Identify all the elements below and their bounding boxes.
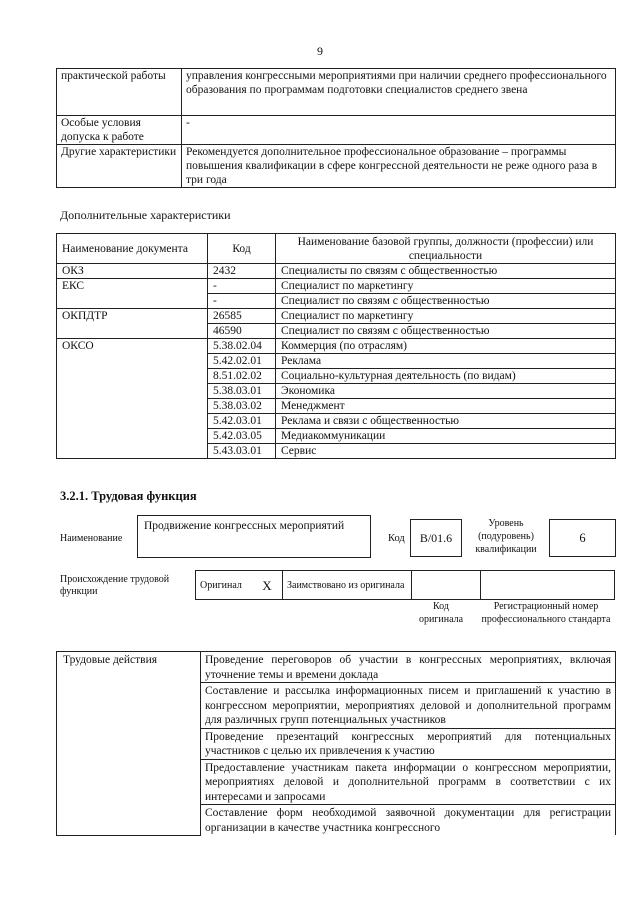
function-code-box: B/01.6 — [410, 519, 462, 557]
code-cell: 5.42.03.01 — [208, 414, 276, 429]
table-row — [57, 145, 616, 188]
name-cell: Специалист по связям с общественностью — [276, 294, 616, 309]
code-cell: 26585 — [208, 309, 276, 324]
page-number: 9 — [317, 44, 323, 58]
doc-cell: ОКСО — [57, 339, 208, 459]
table-row — [57, 652, 616, 683]
row-value: управления конгрессными мероприятиями при наличии среднего профессионального образования по программам подготовки специалистов среднего звена — [182, 69, 616, 116]
original-mark: X — [252, 571, 283, 600]
code-cell: 5.38.02.04 — [208, 339, 276, 354]
qualification-table — [56, 68, 616, 188]
borrowed-label: Заимствовано из оригинала — [283, 571, 412, 600]
name-cell: Социально-культурная деятельность (по видам) — [276, 369, 616, 384]
code-cell: - — [208, 294, 276, 309]
table-row — [57, 339, 616, 354]
doc-cell: ЕКС — [57, 279, 208, 309]
table-row — [57, 309, 616, 324]
additional-title: Дополнительные характеристики — [60, 208, 231, 222]
name-cell: Сервис — [276, 444, 616, 459]
code-cell: 5.43.03.01 — [208, 444, 276, 459]
code-cell: - — [208, 279, 276, 294]
header-name: Наименование базовой группы, должности (профессии) или специальности — [276, 234, 616, 264]
name-cell: Экономика — [276, 384, 616, 399]
code-original-cell — [412, 571, 481, 600]
header-code: Код — [208, 234, 276, 264]
table-row — [57, 69, 616, 116]
code-cell: 5.42.03.05 — [208, 429, 276, 444]
table-row — [196, 571, 615, 600]
name-cell: Специалист по связям с общественностью — [276, 324, 616, 339]
original-label: Оригинал — [196, 571, 253, 600]
row-value: - — [182, 116, 616, 145]
reg-number-label: Регистрационный номер профессионального стандарта — [481, 601, 611, 625]
name-cell: Менеджмент — [276, 399, 616, 414]
table-row — [57, 264, 616, 279]
origin-table — [195, 570, 615, 600]
labor-actions-table — [56, 651, 616, 836]
action-item: Предоставление участникам пакета информации о конгрессном мероприятии, мероприятиях деловой и дополнительной программ в соответствии с их интересами и запросами — [200, 759, 615, 805]
row-label: Другие характеристики — [57, 145, 182, 188]
name-cell: Медиакоммуникации — [276, 429, 616, 444]
table-row — [57, 116, 616, 145]
actions-label: Трудовые действия — [57, 652, 201, 836]
reg-number-cell — [481, 571, 615, 600]
level-label: Уровень (подуровень) квалификации — [475, 518, 537, 555]
action-item: Составление форм необходимой заявочной документации для регистрации организации в качестве участника конгрессного — [200, 805, 615, 836]
code-cell: 8.51.02.02 — [208, 369, 276, 384]
doc-cell: ОКПДТР — [57, 309, 208, 339]
code-label: Код — [388, 533, 405, 544]
name-cell: Коммерция (по отраслям) — [276, 339, 616, 354]
action-item: Составление и рассылка информационных писем и приглашений к участию в конгрессном мероприятии, мероприятиях деловой и дополнительной программ для различных групп потенциальных участников — [200, 683, 615, 729]
table-row — [57, 279, 616, 294]
code-cell: 46590 — [208, 324, 276, 339]
origin-label: Происхождение трудовой функции — [60, 574, 170, 597]
action-item: Проведение презентаций конгрессных мероприятий для потенциальных участников с целью их привлечения к участию — [200, 728, 615, 759]
level-box: 6 — [549, 519, 616, 557]
header-doc: Наименование документа — [57, 234, 208, 264]
code-cell: 5.42.02.01 — [208, 354, 276, 369]
name-cell: Специалист по маркетингу — [276, 309, 616, 324]
code-cell: 2432 — [208, 264, 276, 279]
row-value: Рекомендуется дополнительное профессиональное образование – программы повышения квалификации в сфере конгрессной деятельности не реже одного раза в три года — [182, 145, 616, 188]
doc-cell: ОКЗ — [57, 264, 208, 279]
function-name-box: Продвижение конгрессных мероприятий — [137, 515, 371, 558]
name-cell: Специалист по маркетингу — [276, 279, 616, 294]
row-label: Особые условия допуска к работе — [57, 116, 182, 145]
name-cell: Реклама — [276, 354, 616, 369]
table-header-row — [57, 234, 616, 264]
action-item: Проведение переговоров об участии в конгрессных мероприятиях, включая уточнение темы и времени доклада — [200, 652, 615, 683]
code-original-label: Код оригинала — [418, 601, 464, 625]
code-cell: 5.38.03.01 — [208, 384, 276, 399]
name-label: Наименование — [60, 533, 123, 544]
row-label: практической работы — [57, 69, 182, 116]
section-title: 3.2.1. Трудовая функция — [60, 489, 197, 503]
name-cell: Реклама и связи с общественностью — [276, 414, 616, 429]
additional-characteristics-table — [56, 233, 616, 459]
name-cell: Специалисты по связям с общественностью — [276, 264, 616, 279]
code-cell: 5.38.03.02 — [208, 399, 276, 414]
